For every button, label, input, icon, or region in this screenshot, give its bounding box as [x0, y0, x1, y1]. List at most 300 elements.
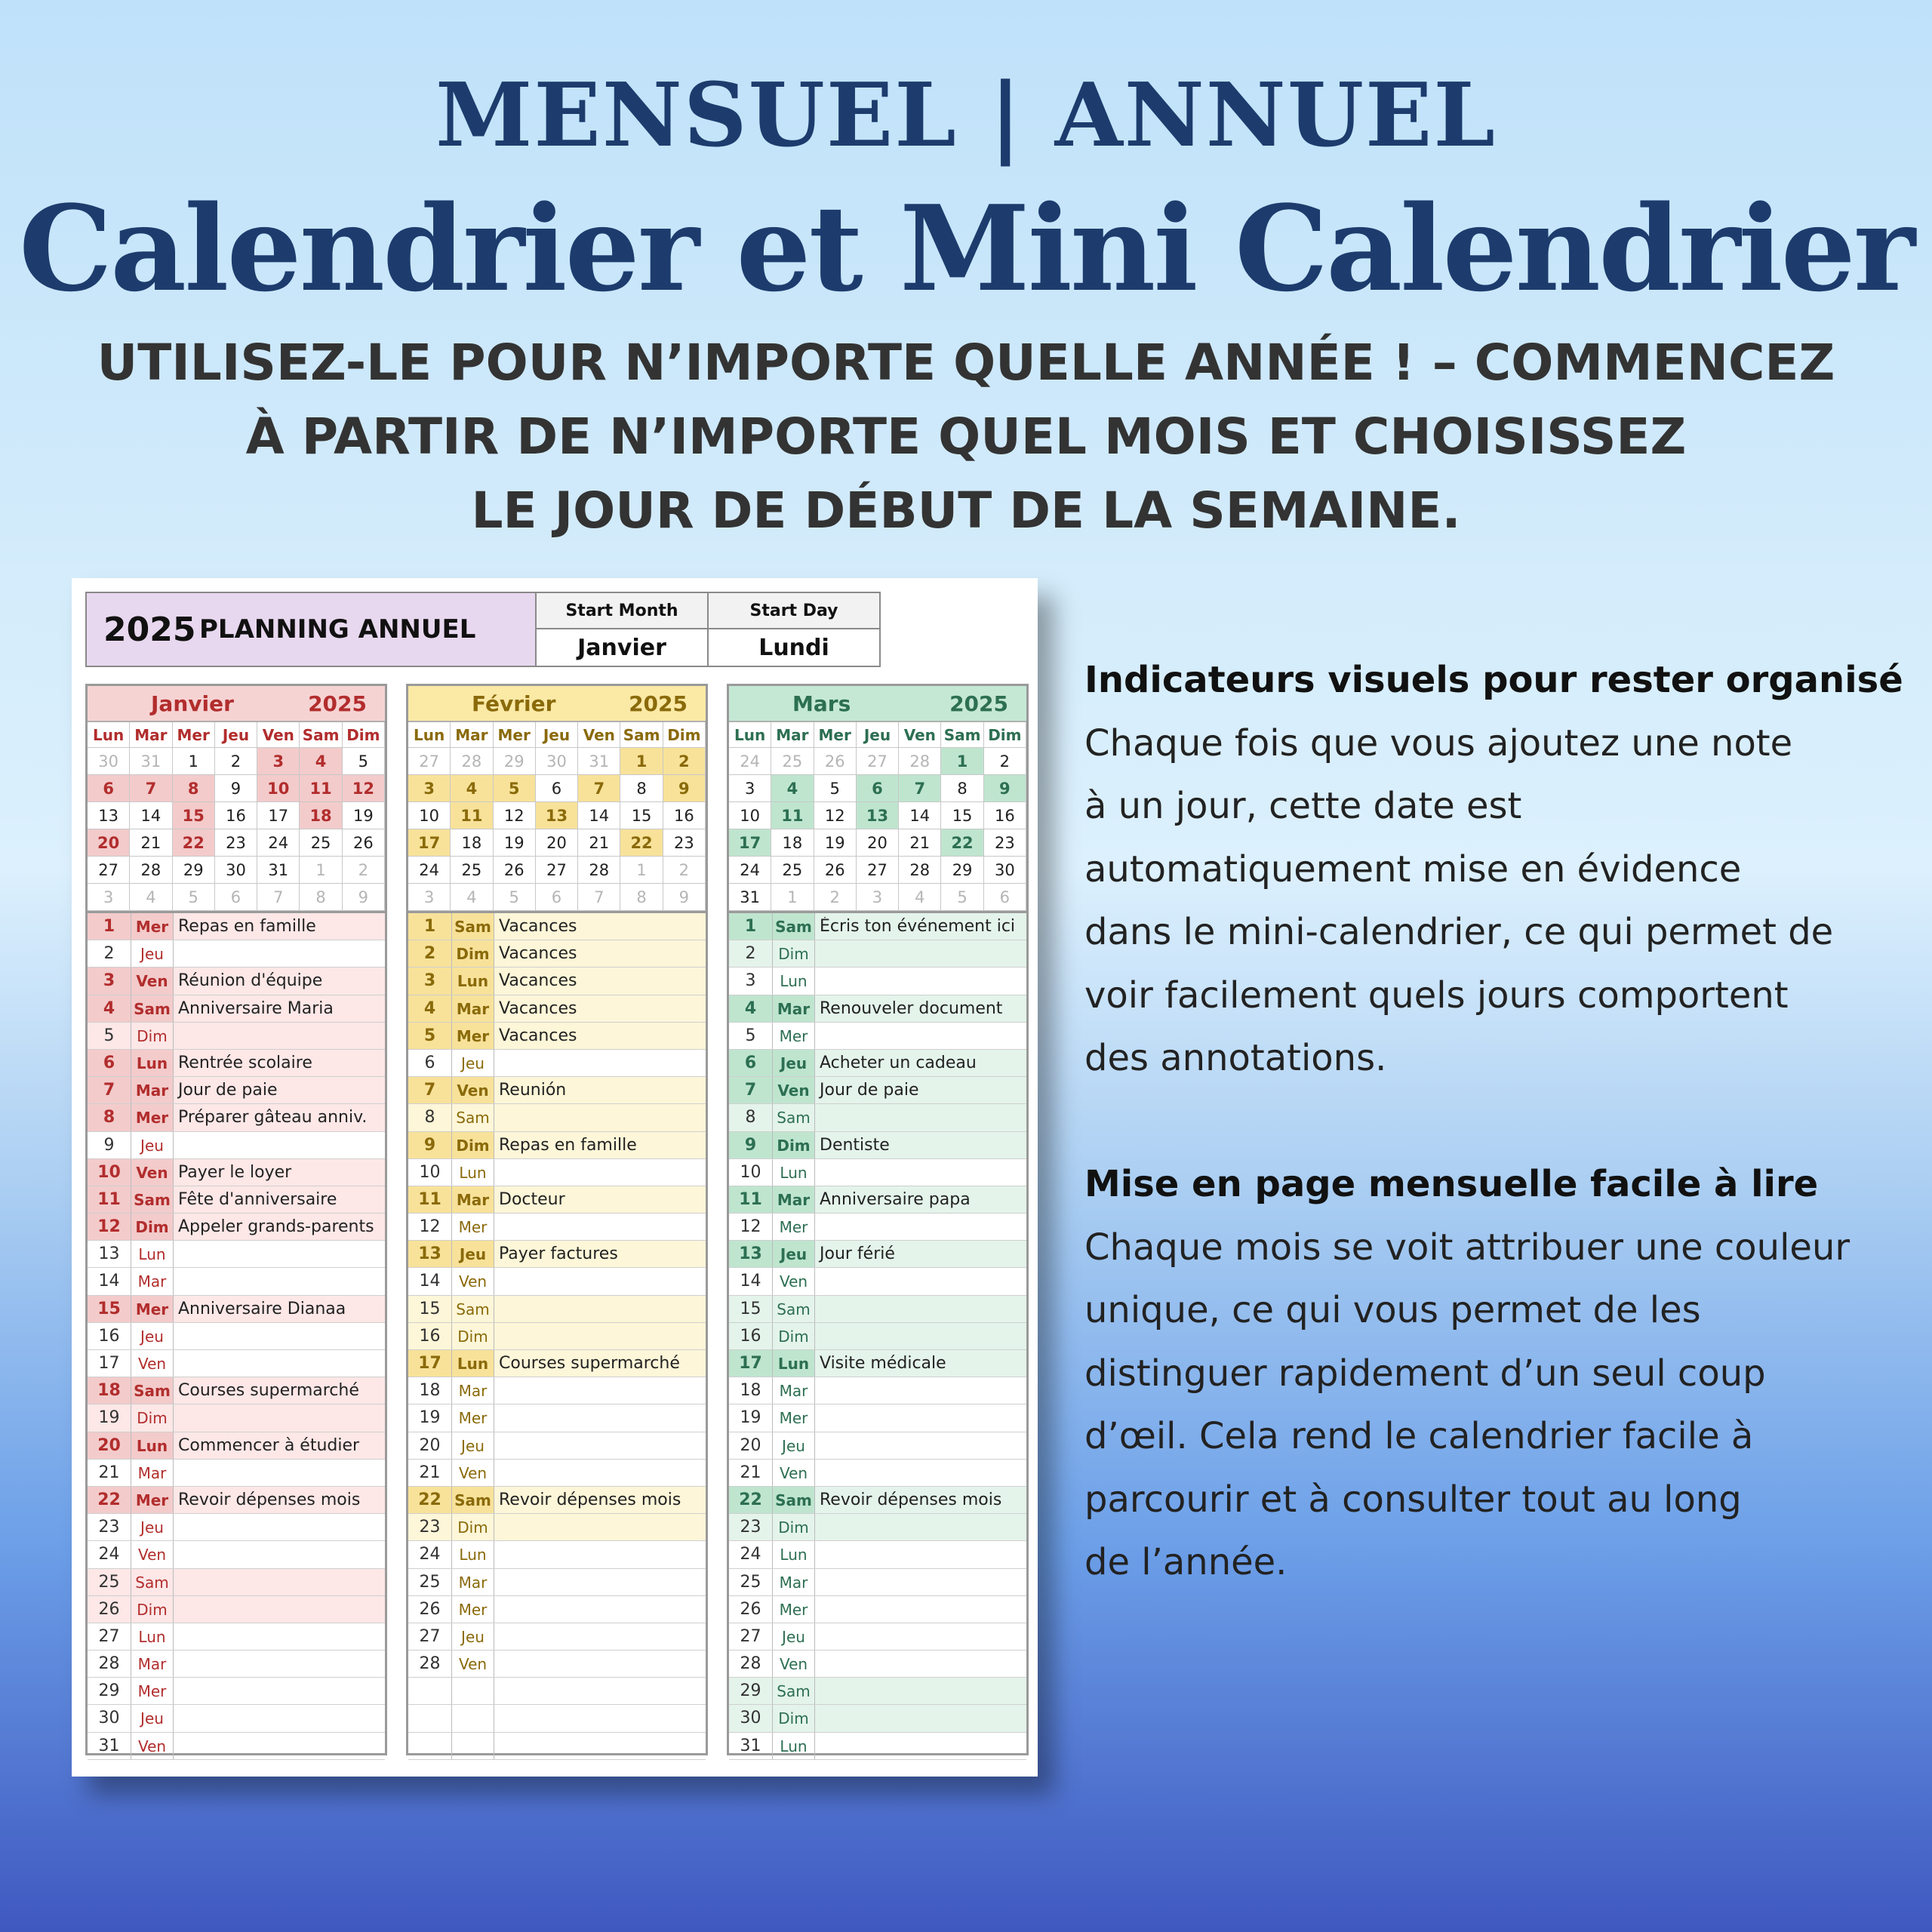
day-row[interactable] [408, 1514, 706, 1541]
day-weekday: Jeu [452, 1432, 494, 1459]
day-note[interactable]: Anniversaire papa [820, 1189, 971, 1209]
day-row[interactable] [408, 1077, 706, 1104]
day-row[interactable] [88, 1296, 385, 1323]
day-row[interactable] [408, 1487, 706, 1514]
mini-calendar-day[interactable]: 15 [173, 802, 215, 829]
mini-calendar-day[interactable]: 2 [984, 748, 1026, 775]
mini-calendar-day[interactable]: 8 [620, 775, 663, 802]
mini-calendar-day[interactable]: 26 [494, 857, 536, 884]
day-row[interactable] [88, 1377, 385, 1404]
mini-calendar-day[interactable]: 4 [130, 884, 172, 911]
day-row[interactable] [88, 1678, 385, 1705]
day-row[interactable] [88, 1733, 385, 1760]
mini-calendar-day[interactable]: 1 [620, 748, 663, 775]
weekday-label: Sam [620, 722, 663, 748]
day-note[interactable]: Revoir dépenses mois [178, 1491, 361, 1510]
day-row[interactable] [729, 1733, 1026, 1760]
mini-calendar-day[interactable]: 28 [899, 857, 941, 884]
mini-calendar-day[interactable]: 3 [729, 775, 771, 802]
mini-calendar-day[interactable]: 16 [984, 802, 1026, 829]
mini-calendar-day[interactable]: 28 [578, 857, 620, 884]
mini-calendar-day[interactable]: 15 [620, 802, 663, 829]
mini-calendar-day[interactable]: 9 [663, 884, 706, 911]
day-note[interactable]: Jour de paie [820, 1081, 919, 1100]
month-header [729, 686, 1026, 722]
day-row[interactable] [729, 1104, 1026, 1131]
mini-calendar-day[interactable]: 29 [494, 748, 536, 775]
day-weekday: Jeu [131, 940, 174, 967]
day-weekday: Lun [773, 1159, 815, 1186]
day-row[interactable] [729, 1678, 1026, 1705]
day-note[interactable]: Revoir dépenses mois [820, 1491, 1002, 1510]
day-weekday: Mer [131, 1678, 174, 1704]
day-row[interactable] [729, 913, 1026, 940]
day-row[interactable] [408, 1733, 706, 1760]
mini-calendar-day[interactable]: 11 [300, 775, 342, 802]
day-number: 11 [88, 1186, 131, 1213]
day-number: 23 [88, 1514, 131, 1540]
day-number: 22 [88, 1487, 131, 1513]
day-row[interactable] [729, 1623, 1026, 1651]
day-row[interactable] [729, 1487, 1026, 1514]
day-row[interactable] [88, 1023, 385, 1050]
day-number: 20 [408, 1432, 452, 1459]
day-row[interactable] [408, 1705, 706, 1732]
day-row[interactable] [729, 1296, 1026, 1323]
day-weekday: Mer [131, 1487, 174, 1513]
day-row[interactable] [408, 1623, 706, 1651]
day-row[interactable] [88, 1186, 385, 1214]
day-note[interactable]: Payer le loyer [178, 1162, 292, 1182]
day-note[interactable]: Vacances [499, 944, 577, 964]
mini-calendar-day[interactable]: 4 [771, 775, 814, 802]
day-row[interactable] [88, 1323, 385, 1350]
day-row[interactable] [88, 1132, 385, 1159]
mini-calendar-day[interactable]: 8 [300, 884, 342, 911]
day-row[interactable] [729, 1350, 1026, 1377]
day-note[interactable]: Courses supermarché [499, 1354, 680, 1374]
mini-calendar-day[interactable]: 17 [257, 802, 300, 829]
day-row[interactable] [88, 1268, 385, 1295]
mini-calendar-day[interactable]: 19 [343, 802, 385, 829]
mini-calendar-day[interactable]: 2 [215, 748, 257, 775]
mini-calendar-day[interactable]: 13 [88, 802, 130, 829]
day-note[interactable]: Repas en famille [499, 1135, 637, 1155]
mini-calendar-day[interactable]: 4 [899, 884, 941, 911]
day-row[interactable] [729, 1023, 1026, 1050]
mini-calendar-day[interactable]: 9 [215, 775, 257, 802]
day-row[interactable] [88, 1214, 385, 1241]
mini-calendar-day[interactable]: 5 [173, 884, 215, 911]
mini-calendar-day[interactable]: 14 [578, 802, 620, 829]
mini-calendar-day[interactable]: 21 [899, 829, 941, 857]
day-row[interactable] [408, 1296, 706, 1323]
day-note[interactable]: Reunión [499, 1081, 567, 1100]
day-note[interactable]: Vacances [499, 917, 577, 937]
day-row[interactable] [408, 1651, 706, 1678]
day-number: 7 [88, 1077, 131, 1103]
mini-calendar-day[interactable]: 30 [536, 748, 578, 775]
day-row[interactable] [729, 1377, 1026, 1404]
mini-calendar-day[interactable]: 12 [494, 802, 536, 829]
mini-calendar-day[interactable]: 13 [536, 802, 578, 829]
mini-calendar-day[interactable]: 5 [814, 775, 857, 802]
day-weekday: Jeu [452, 1623, 494, 1650]
mini-calendar-day[interactable]: 18 [451, 829, 493, 857]
day-row[interactable] [88, 995, 385, 1023]
mini-calendar-day[interactable]: 31 [257, 857, 300, 884]
mini-calendar-day[interactable]: 11 [771, 802, 814, 829]
weekday-label: Ven [578, 722, 620, 748]
day-note[interactable]: Fête d'anniversaire [178, 1189, 337, 1209]
day-weekday: Lun [452, 968, 494, 994]
mini-calendar-day[interactable]: 7 [578, 884, 620, 911]
day-row[interactable] [729, 1186, 1026, 1214]
day-row[interactable] [408, 1432, 706, 1460]
day-row[interactable] [408, 1186, 706, 1214]
mini-calendar-day[interactable]: 7 [257, 884, 300, 911]
mini-calendar-day[interactable]: 5 [494, 884, 536, 911]
day-row[interactable] [729, 1077, 1026, 1104]
mini-calendar-day[interactable]: 20 [536, 829, 578, 857]
day-weekday: Mar [452, 995, 494, 1022]
mini-calendar-day[interactable]: 2 [814, 884, 857, 911]
day-weekday: Jeu [131, 1323, 174, 1349]
mini-calendar-day[interactable]: 7 [578, 775, 620, 802]
day-note[interactable]: Vacances [499, 1026, 577, 1045]
day-row[interactable] [729, 1323, 1026, 1350]
day-row[interactable] [729, 1705, 1026, 1732]
mini-calendar-day[interactable]: 24 [729, 857, 771, 884]
feature-line: Chaque fois que vous ajoutez une note [1084, 721, 1793, 764]
day-row[interactable] [729, 1651, 1026, 1678]
day-note[interactable]: Visite médicale [820, 1354, 946, 1374]
mini-calendar-day[interactable]: 30 [215, 857, 257, 884]
day-weekday: Mar [773, 1569, 815, 1595]
day-weekday: Mar [452, 1377, 494, 1404]
day-row[interactable] [408, 1323, 706, 1350]
day-row[interactable] [408, 968, 706, 995]
mini-calendar-day[interactable]: 6 [536, 775, 578, 802]
day-note[interactable]: Anniversaire Dianaa [178, 1299, 346, 1318]
day-row[interactable] [408, 1678, 706, 1705]
day-note[interactable]: Revoir dépenses mois [499, 1491, 681, 1510]
day-note[interactable]: Anniversaire Maria [178, 998, 334, 1018]
feature-line: des annotations. [1084, 1037, 1387, 1079]
mini-calendar-day[interactable]: 29 [941, 857, 983, 884]
mini-calendar-day[interactable]: 28 [130, 857, 172, 884]
mini-calendar-day[interactable]: 21 [130, 829, 172, 857]
mini-calendar-day[interactable]: 8 [620, 884, 663, 911]
day-row[interactable] [408, 940, 706, 968]
mini-calendar-day[interactable]: 6 [536, 884, 578, 911]
start-day-select[interactable]: Lundi [708, 629, 880, 666]
mini-calendar-day[interactable]: 5 [343, 748, 385, 775]
mini-calendar-day[interactable]: 2 [343, 857, 385, 884]
day-row[interactable] [88, 1651, 385, 1678]
day-note[interactable]: Vacances [499, 971, 577, 991]
mini-calendar-day[interactable]: 27 [857, 748, 899, 775]
day-row[interactable] [408, 1377, 706, 1404]
mini-calendar-day[interactable]: 18 [300, 802, 342, 829]
day-note[interactable]: Rentrée scolaire [178, 1054, 312, 1073]
mini-calendar-day[interactable]: 27 [536, 857, 578, 884]
mini-calendar-day[interactable]: 12 [814, 802, 857, 829]
mini-calendar-day[interactable]: 23 [984, 829, 1026, 857]
mini-calendar-day[interactable]: 12 [343, 775, 385, 802]
day-row[interactable] [408, 1268, 706, 1295]
day-weekday: Dim [131, 1214, 174, 1240]
weekday-label: Mar [130, 722, 172, 748]
mini-calendar-day[interactable]: 16 [215, 802, 257, 829]
day-row[interactable] [408, 1241, 706, 1268]
mini-calendar-day[interactable]: 26 [814, 748, 857, 775]
day-row[interactable] [729, 1596, 1026, 1623]
mini-calendar-day[interactable]: 26 [814, 857, 857, 884]
day-row[interactable] [88, 1487, 385, 1514]
day-row[interactable] [88, 1350, 385, 1377]
day-row[interactable] [729, 1214, 1026, 1241]
mini-calendar-day[interactable]: 11 [451, 802, 493, 829]
mini-calendar-day[interactable]: 2 [663, 857, 706, 884]
day-number: 5 [729, 1023, 773, 1049]
mini-calendar-day[interactable]: 20 [88, 829, 130, 857]
mini-calendar-day[interactable]: 27 [857, 857, 899, 884]
day-row[interactable] [729, 968, 1026, 995]
day-row[interactable] [408, 1104, 706, 1131]
day-row[interactable] [408, 1596, 706, 1623]
day-row[interactable] [729, 1432, 1026, 1460]
mini-calendar-day[interactable]: 28 [451, 748, 493, 775]
mini-calendar-day[interactable]: 22 [173, 829, 215, 857]
day-row[interactable] [88, 940, 385, 968]
day-row[interactable] [88, 1623, 385, 1651]
day-number: 4 [88, 995, 131, 1022]
mini-calendar-day[interactable]: 25 [771, 857, 814, 884]
start-month-select[interactable]: Janvier [536, 629, 708, 666]
day-note[interactable]: Payer factures [499, 1244, 618, 1264]
mini-calendar-day[interactable]: 30 [984, 857, 1026, 884]
mini-calendar-day[interactable]: 9 [663, 775, 706, 802]
day-note[interactable]: Docteur [499, 1189, 565, 1209]
mini-calendar-day[interactable]: 27 [88, 857, 130, 884]
mini-calendar-day[interactable]: 15 [941, 802, 983, 829]
day-row[interactable] [88, 1241, 385, 1268]
mini-calendar-day[interactable]: 23 [215, 829, 257, 857]
mini-calendar-day[interactable]: 25 [451, 857, 493, 884]
day-row[interactable] [408, 1214, 706, 1241]
day-weekday: Mer [773, 1404, 815, 1431]
mini-calendar-day[interactable]: 31 [729, 884, 771, 911]
mini-calendar-day[interactable]: 31 [130, 748, 172, 775]
day-row[interactable] [88, 913, 385, 940]
mini-calendar-day[interactable]: 8 [173, 775, 215, 802]
mini-calendar-day[interactable]: 19 [814, 829, 857, 857]
day-note[interactable]: Acheter un cadeau [820, 1054, 977, 1073]
mini-calendar-day[interactable]: 3 [408, 775, 451, 802]
day-row[interactable] [88, 1432, 385, 1460]
day-note[interactable]: Courses supermarché [178, 1381, 359, 1401]
day-row[interactable] [408, 1541, 706, 1568]
mini-calendar-day[interactable]: 1 [771, 884, 814, 911]
mini-calendar-day[interactable]: 29 [173, 857, 215, 884]
mini-calendar-day[interactable]: 4 [300, 748, 342, 775]
day-row[interactable] [88, 1596, 385, 1623]
mini-calendar-day[interactable]: 3 [408, 884, 451, 911]
mini-calendar-day[interactable]: 6 [215, 884, 257, 911]
mini-calendar-day[interactable]: 6 [984, 884, 1026, 911]
day-row[interactable] [88, 1077, 385, 1104]
mini-calendar-day[interactable]: 5 [941, 884, 983, 911]
day-weekday: Dim [773, 1514, 815, 1540]
mini-calendar-day[interactable]: 4 [451, 775, 493, 802]
mini-calendar-day[interactable]: 14 [130, 802, 172, 829]
day-note[interactable]: Renouveler document [820, 998, 1003, 1018]
weekday-label: Mar [771, 722, 814, 748]
day-row[interactable] [729, 1404, 1026, 1432]
page-title: Calendrier et Mini Calendrier [18, 180, 1914, 318]
mini-calendar-day[interactable]: 6 [857, 775, 899, 802]
mini-calendar-day[interactable]: 23 [663, 829, 706, 857]
mini-calendar-day[interactable]: 28 [899, 748, 941, 775]
mini-calendar-day[interactable]: 24 [257, 829, 300, 857]
day-note[interactable]: Jour férié [820, 1244, 895, 1264]
mini-calendar-day[interactable]: 3 [857, 884, 899, 911]
mini-calendar-day[interactable]: 10 [408, 802, 451, 829]
day-weekday [452, 1678, 494, 1704]
mini-calendar-day[interactable]: 10 [729, 802, 771, 829]
day-row[interactable] [729, 1050, 1026, 1077]
day-note[interactable]: Vacances [499, 998, 577, 1018]
mini-calendar-day[interactable]: 26 [343, 829, 385, 857]
weekday-label: Dim [663, 722, 706, 748]
day-weekday: Lun [131, 1241, 174, 1267]
mini-calendar-day[interactable]: 31 [578, 748, 620, 775]
mini-calendar-day[interactable]: 10 [257, 775, 300, 802]
day-weekday: Mar [131, 1268, 174, 1294]
day-note[interactable]: Dentiste [820, 1135, 890, 1155]
day-weekday: Dim [131, 1404, 174, 1431]
day-row[interactable] [88, 1569, 385, 1596]
day-row[interactable] [408, 913, 706, 940]
mini-calendar-day[interactable]: 1 [300, 857, 342, 884]
mini-calendar-day[interactable]: 24 [729, 748, 771, 775]
day-row[interactable] [88, 1514, 385, 1541]
mini-calendar-day[interactable]: 13 [857, 802, 899, 829]
mini-calendar-day[interactable]: 20 [857, 829, 899, 857]
mini-calendar-day[interactable]: 22 [941, 829, 983, 857]
day-weekday: Sam [773, 1487, 815, 1513]
day-row[interactable] [729, 1159, 1026, 1186]
day-number: 5 [408, 1023, 452, 1049]
day-number: 24 [729, 1541, 773, 1567]
day-row[interactable] [408, 1460, 706, 1487]
weekday-label: Dim [343, 722, 385, 748]
day-row[interactable] [88, 1159, 385, 1186]
mini-calendar-day[interactable]: 17 [408, 829, 451, 857]
day-row[interactable] [408, 1159, 706, 1186]
day-note[interactable]: Appeler grands-parents [178, 1217, 374, 1237]
day-row[interactable] [88, 1050, 385, 1077]
feature-line: Chaque mois se voit attribuer une couleur [1084, 1226, 1850, 1269]
mini-calendar-day[interactable]: 16 [663, 802, 706, 829]
feature-line: de l’année. [1084, 1541, 1287, 1583]
day-row[interactable] [88, 1460, 385, 1487]
day-row[interactable] [88, 1404, 385, 1432]
day-row[interactable] [729, 1132, 1026, 1159]
day-row[interactable] [729, 1569, 1026, 1596]
day-row[interactable] [408, 1569, 706, 1596]
mini-calendar-day[interactable]: 9 [343, 884, 385, 911]
day-number: 6 [729, 1050, 773, 1076]
mini-calendar-day[interactable]: 17 [729, 829, 771, 857]
mini-calendar-day[interactable]: 14 [899, 802, 941, 829]
mini-calendar-day[interactable]: 21 [578, 829, 620, 857]
mini-calendar-day[interactable]: 2 [663, 748, 706, 775]
day-note[interactable]: Réunion d'équipe [178, 971, 323, 991]
day-row[interactable] [408, 1404, 706, 1432]
mini-calendar-day[interactable]: 1 [620, 857, 663, 884]
day-row[interactable] [88, 1705, 385, 1732]
mini-calendar-day[interactable]: 27 [408, 748, 451, 775]
day-row[interactable] [729, 1460, 1026, 1487]
mini-calendar-day[interactable]: 25 [300, 829, 342, 857]
mini-calendar-day[interactable]: 5 [494, 775, 536, 802]
day-note[interactable]: Commencer à étudier [178, 1435, 360, 1455]
day-row[interactable] [88, 968, 385, 995]
mini-calendar-day[interactable]: 3 [257, 748, 300, 775]
mini-calendar-day[interactable]: 25 [771, 748, 814, 775]
day-weekday: Dim [452, 1132, 494, 1158]
mini-calendar-day[interactable]: 1 [173, 748, 215, 775]
mini-calendar-day[interactable]: 19 [494, 829, 536, 857]
day-row[interactable] [729, 940, 1026, 968]
day-number: 9 [408, 1132, 452, 1158]
mini-calendar-day[interactable]: 8 [941, 775, 983, 802]
day-row[interactable] [729, 1514, 1026, 1541]
day-row[interactable] [408, 1350, 706, 1377]
mini-calendar-day[interactable]: 18 [771, 829, 814, 857]
mini-calendar-day[interactable]: 1 [941, 748, 983, 775]
day-row[interactable] [408, 1132, 706, 1159]
mini-calendar-day[interactable]: 9 [984, 775, 1026, 802]
mini-calendar-day[interactable]: 30 [88, 748, 130, 775]
day-row[interactable] [408, 1023, 706, 1050]
day-row[interactable] [729, 1241, 1026, 1268]
day-note[interactable]: Repas en famille [178, 917, 316, 937]
mini-calendar-day[interactable]: 22 [620, 829, 663, 857]
mini-calendar-day[interactable]: 4 [451, 884, 493, 911]
day-row[interactable] [729, 1541, 1026, 1568]
day-row[interactable] [729, 995, 1026, 1023]
day-number: 10 [408, 1159, 452, 1186]
day-note[interactable]: Jour de paie [178, 1081, 278, 1100]
mini-calendar-day[interactable]: 3 [88, 884, 130, 911]
mini-calendar-day[interactable]: 6 [88, 775, 130, 802]
mini-calendar-day[interactable]: 24 [408, 857, 451, 884]
mini-calendar-day[interactable]: 7 [130, 775, 172, 802]
day-row[interactable] [729, 1268, 1026, 1295]
day-number: 3 [88, 968, 131, 994]
day-note[interactable]: Écris ton événement ici [820, 917, 1016, 937]
day-note[interactable]: Préparer gâteau anniv. [178, 1108, 368, 1128]
day-row[interactable] [408, 995, 706, 1023]
day-row[interactable] [408, 1050, 706, 1077]
day-row[interactable] [88, 1541, 385, 1568]
weekday-label: Lun [729, 722, 771, 748]
mini-calendar-day[interactable]: 7 [899, 775, 941, 802]
day-row[interactable] [88, 1104, 385, 1131]
